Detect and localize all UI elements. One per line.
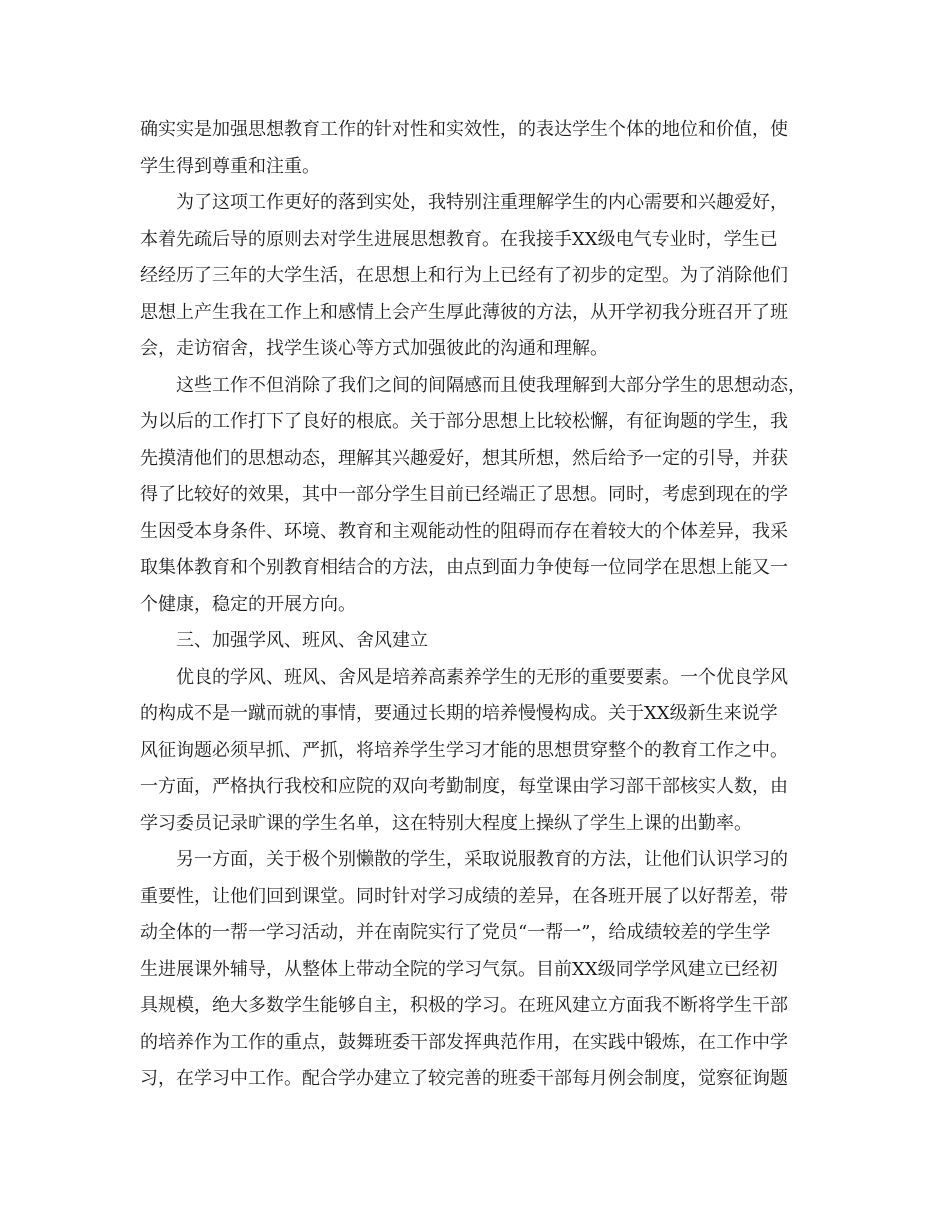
text-line: 习，在学习中工作。配合学办建立了较完善的班委干部每月例会制度，觉察征询题 bbox=[140, 1068, 788, 1089]
text-line: 为了这项工作更好的落到实处，我特别注重理解学生的内心需要和兴趣爱好， bbox=[140, 192, 788, 213]
text-line: 一方面，严格执行我校和应院的双向考勤制度，每堂课由学习部干部核实人数，由 bbox=[140, 776, 788, 797]
text-line: 风征询题必须早抓、严抓，将培养学生学习才能的思想贯穿整个的教育工作之中。 bbox=[140, 739, 788, 761]
text-line: 思想上产生我在工作上和感情上会产生厚此薄彼的方法，从开学初我分班召开了班 bbox=[140, 301, 788, 323]
document-body bbox=[140, 112, 820, 1098]
text-line: 取集体教育和个别教育相结合的方法，由点到面力争使每一位同学在思想上能又一 bbox=[140, 557, 788, 578]
text-line: 的培养作为工作的重点，鼓舞班委干部发挥典范作用，在实践中锻炼，在工作中学 bbox=[140, 1031, 788, 1053]
text-line: 本着先疏后导的原则去对学生进展思想教育。在我接手XX级电气专业时，学生已 bbox=[140, 228, 778, 250]
text-line: 得了比较好的效果，其中一部分学生目前已经端正了思想。同时，考虑到现在的学 bbox=[140, 484, 788, 505]
text-line: 具规模，绝大多数学生能够自主，积极的学习。在班风建立方面我不断将学生干部 bbox=[140, 995, 788, 1016]
text-line: 动全体的一帮一学习活动，并在南院实行了党员“一帮一”，给成绩较差的学生学 bbox=[140, 922, 771, 943]
text-line: 优良的学风、班风、舍风是培养高素养学生的无形的重要要素。一个优良学风 bbox=[140, 666, 788, 688]
text-line: 经经历了三年的大学生活，在思想上和行为上已经有了初步的定型。为了消除他们 bbox=[140, 265, 788, 286]
text-line: 这些工作不但消除了我们之间的间隔感而且使我理解到大部分学生的思想动态， bbox=[140, 374, 806, 396]
text-line: 先摸清他们的思想动态，理解其兴趣爱好，想其所想，然后给予一定的引导，并获 bbox=[140, 447, 788, 469]
section-heading: 三、加强学风、班风、舍风建立 bbox=[140, 630, 428, 651]
text-line: 确实实是加强思想教育工作的针对性和实效性，的表达学生个体的地位和价值，使 bbox=[140, 119, 788, 140]
text-line: 的构成不是一蹴而就的事情，要通过长期的培养慢慢构成。关于XX级新生来说学 bbox=[140, 703, 778, 724]
text-line: 个健康，稳定的开展方向。 bbox=[140, 593, 356, 615]
text-line: 学生得到尊重和注重。 bbox=[140, 155, 320, 177]
text-line: 生进展课外辅导，从整体上带动全院的学习气氛。目前XX级同学学风建立已经初 bbox=[140, 958, 778, 980]
text-line: 生因受本身条件、环境、教育和主观能动性的阻碍而存在着较大的个体差异，我采 bbox=[140, 520, 788, 542]
text-line: 会，走访宿舍，找学生谈心等方式加强彼此的沟通和理解。 bbox=[140, 338, 608, 359]
text-line: 为以后的工作打下了良好的根底。关于部分思想上比较松懈，有征询题的学生，我 bbox=[140, 411, 788, 432]
text-line: 学习委员记录旷课的学生名单，这在特别大程度上操纵了学生上课的出勤率。 bbox=[140, 812, 752, 834]
text-line: 重要性，让他们回到课堂。同时针对学习成绩的差异，在各班开展了以好帮差，带 bbox=[140, 885, 788, 907]
text-line: 另一方面，关于极个别懒散的学生，采取说服教育的方法，让他们认识学习的 bbox=[140, 849, 788, 870]
